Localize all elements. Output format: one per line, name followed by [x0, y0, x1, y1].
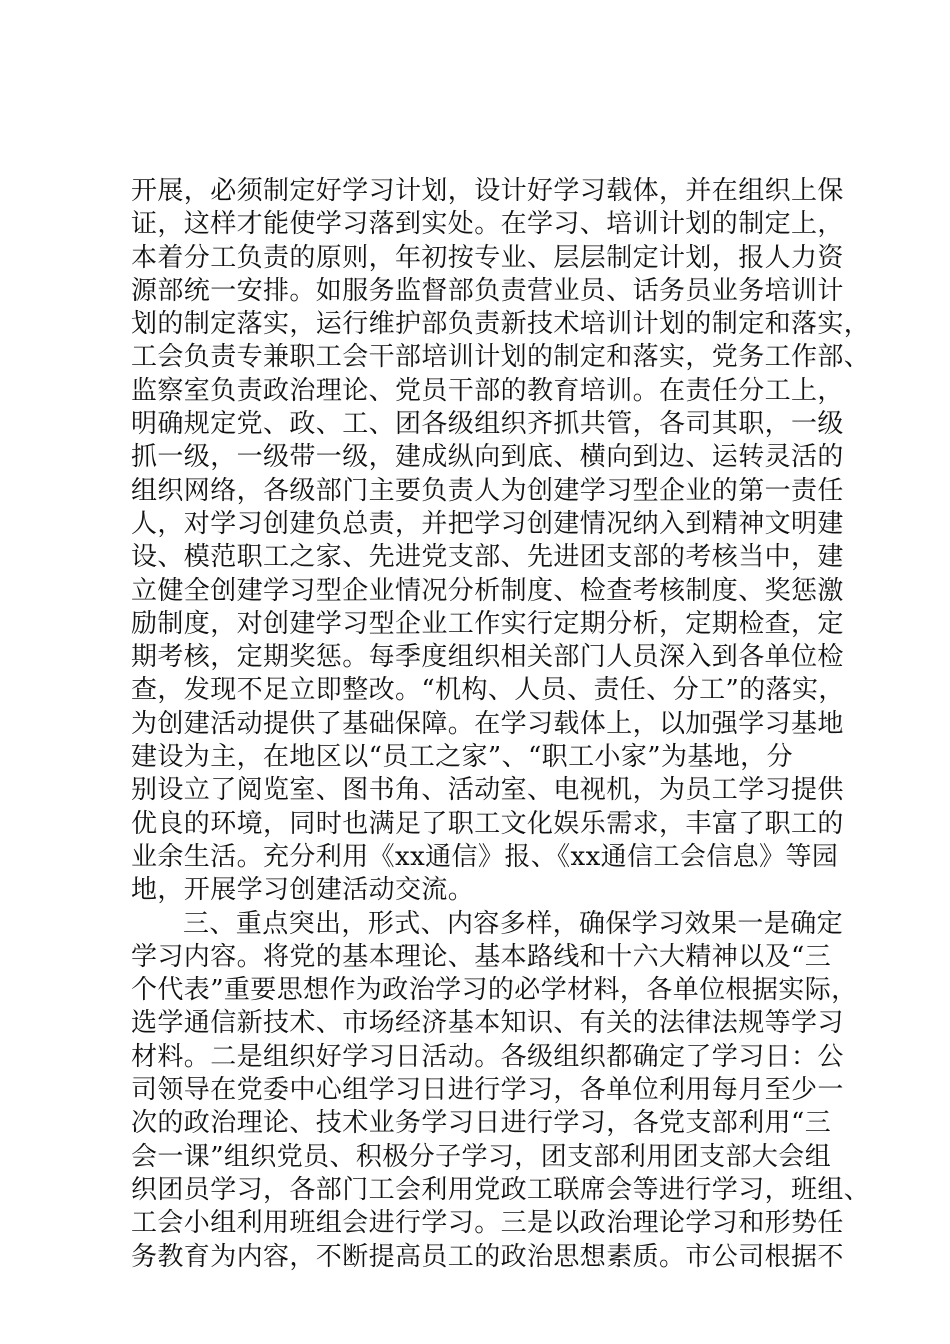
text-line: 组织网络，各级部门主要负责人为创建学习型企业的第一责任: [131, 475, 844, 506]
text-line: 励制度，对创建学习型企业工作实行定期分析，定期检查，定: [131, 608, 844, 639]
text-line: 建设为主，在地区以“员工之家”、“职工小家”为基地，分: [131, 742, 793, 773]
text-line: 人，对学习创建负总责，并把学习创建情况纳入到精神文明建: [131, 508, 844, 539]
text-line: 个代表”重要思想作为政治学习的必学材料，各单位根据实际，: [131, 975, 858, 1006]
text-line: 选学通信新技术、市场经济基本知识、有关的法律法规等学习: [131, 1008, 844, 1039]
text-line: 划的制定落实，运行维护部负责新技术培训计划的制定和落实，: [131, 309, 871, 340]
section-heading-line: 三、重点突出，形式、内容多样，确保学习效果一是确定: [183, 908, 844, 939]
text-line: 监察室负责政治理论、党员干部的教育培训。在责任分工上，: [131, 375, 844, 406]
text-line: 设、模范职工之家、先进党支部、先进团支部的考核当中，建: [131, 542, 844, 573]
text-line: 会一课”组织党员、积极分子学习，团支部利用团支部大会组: [131, 1141, 832, 1172]
text-line: 抓一级，一级带一级，建成纵向到底、横向到边、运转灵活的: [131, 442, 844, 473]
text-line: 工会小组利用班组会进行学习。三是以政治理论学习和形势任: [131, 1208, 844, 1239]
text-line: 学习内容。将党的基本理论、基本路线和十六大精神以及“三: [131, 941, 832, 972]
text-line: 地，开展学习创建活动交流。: [131, 875, 475, 906]
text-line: 次的政治理论、技术业务学习日进行学习，各党支部利用“三: [131, 1108, 832, 1139]
body-text: [131, 175, 871, 1274]
text-line: 证，这样才能使学习落到实处。在学习、培训计划的制定上，: [131, 209, 844, 240]
text-line: 立健全创建学习型企业情况分析制度、检查考核制度、奖惩激: [131, 575, 844, 606]
text-line: 别设立了阅览室、图书角、活动室、电视机，为员工学习提供: [131, 775, 844, 806]
text-line: 业余生活。充分利用《xx通信》报、《xx通信工会信息》等园: [131, 841, 839, 872]
text-line: 明确规定党、政、工、团各级组织齐抓共管，各司其职，一级: [131, 409, 844, 440]
text-line: 材料。二是组织好学习日活动。各级组织都确定了学习日：公: [131, 1041, 844, 1072]
text-line: 开展，必须制定好学习计划，设计好学习载体，并在组织上保: [131, 176, 844, 206]
text-line: 司领导在党委中心组学习日进行学习，各单位利用每月至少一: [131, 1075, 844, 1106]
text-line: 务教育为内容，不断提高员工的政治思想素质。市公司根据不: [131, 1241, 844, 1272]
text-line: 本着分工负责的原则，年初按专业、层层制定计划，报人力资: [131, 242, 844, 273]
text-line: 工会负责专兼职工会干部培训计划的制定和落实，党务工作部、: [131, 342, 871, 373]
text-line: 源部统一安排。如服务监督部负责营业员、话务员业务培训计: [131, 275, 844, 306]
text-line: 优良的环境，同时也满足了职工文化娱乐需求，丰富了职工的: [131, 808, 844, 839]
text-line: 查，发现不足立即整改。“机构、人员、责任、分工”的落实，: [131, 675, 845, 706]
text-line: 织团员学习，各部门工会利用党政工联席会等进行学习，班组、: [131, 1174, 871, 1205]
text-line: 为创建活动提供了基础保障。在学习载体上，以加强学习基地: [131, 708, 844, 739]
text-line: 期考核，定期奖惩。每季度组织相关部门人员深入到各单位检: [131, 642, 844, 673]
